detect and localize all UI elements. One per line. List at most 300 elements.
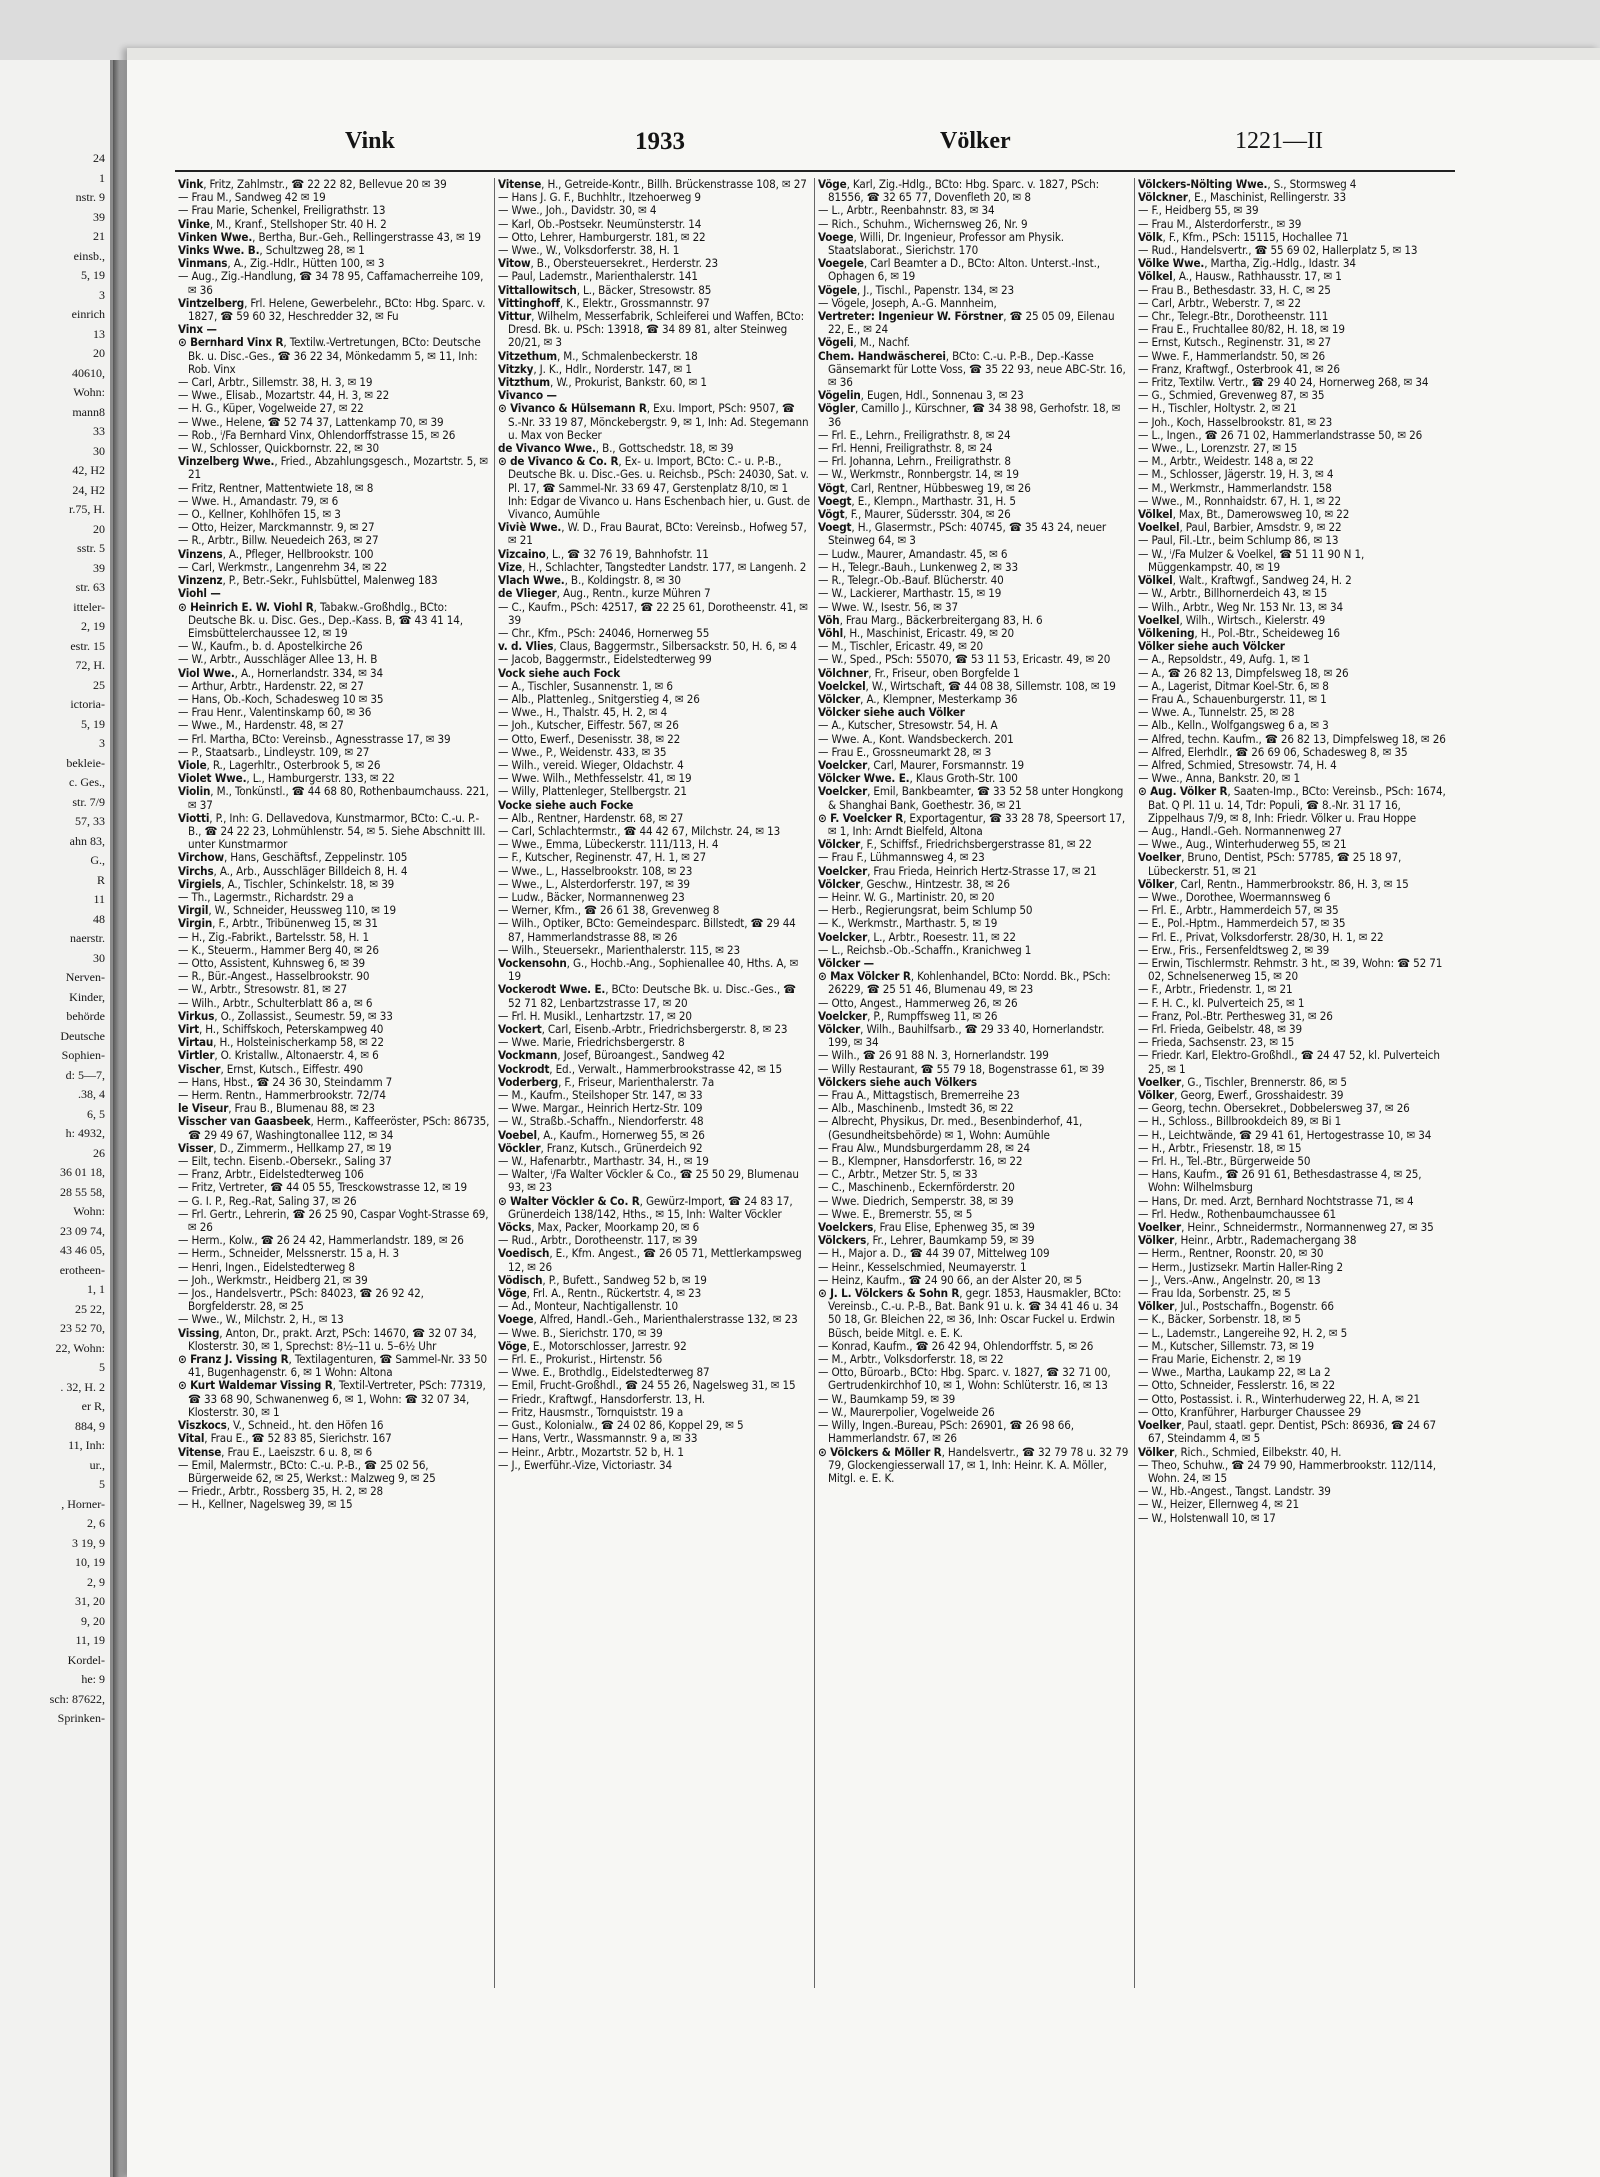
entry-name: Virgin bbox=[178, 916, 213, 931]
directory-entry: — W., Lackierer, Marthastr. 15, ✉ 19 bbox=[818, 586, 1002, 601]
directory-entry: — M., Kutscher, Sillemstr. 73, ✉ 19 bbox=[1138, 1338, 1314, 1353]
directory-entry: — Fritz, Rentner, Mattentwiete 18, ✉ 8 bbox=[178, 480, 374, 495]
entry-name: Vockrodt bbox=[498, 1061, 550, 1076]
directory-entry: — Willy Restaurant, ☎ 55 79 18, Bogenstrasse 61, ✉ 39 bbox=[818, 1061, 1105, 1076]
directory-entry: — Wwe. E., Brothdlg., Eidelstedterweg 87 bbox=[498, 1365, 710, 1380]
directory-entry: ⊙ Franz J. Vissing R, Textilagenturen, ☎ Sammel-Nr. 33 50 41, Bugenhagenstr. 6, ✉ 1 Wohn: Altona bbox=[178, 1352, 487, 1380]
directory-entry: Vockert, Carl, Eisenb.-Arbtr., Friedrichsbergerstr. 8, ✉ 23 bbox=[498, 1022, 788, 1036]
previous-page-text-fragment: 26 bbox=[93, 1146, 105, 1160]
entry-name: Virkus bbox=[178, 1008, 215, 1023]
directory-entry: — F., Heidberg 55, ✉ 39 bbox=[1138, 203, 1259, 218]
previous-page-text-fragment: erotheen- bbox=[59, 1263, 105, 1277]
directory-entry: — Franz, Pol.-Btr. Perthesweg 31, ✉ 26 bbox=[1138, 1008, 1333, 1023]
directory-entry: — Wwe., M., Hardenstr. 48, ✉ 27 bbox=[178, 718, 344, 733]
directory-entry: — Frl. E., Privat, Volksdorferstr. 28/30, H. 1, ✉ 22 bbox=[1138, 929, 1384, 944]
previous-page-text-fragment: 24 bbox=[93, 152, 105, 165]
entry-name: ⊙ J. L. Völckers & Sohn R bbox=[818, 1286, 960, 1301]
directory-entry: — Wilh., Optiker, BCto: Gemeindesparc. Billstedt, ☎ 29 44 87, Hammerlandstrasse 88, ✉ 26 bbox=[498, 916, 796, 944]
previous-page-text-fragment: 25 22, bbox=[75, 1302, 105, 1316]
column-divider bbox=[1134, 178, 1135, 1988]
directory-entry: Völckner, E., Maschinist, Rellingerstr. 33 bbox=[1138, 190, 1346, 205]
directory-entry: — G., Schmied, Grevenweg 87, ✉ 35 bbox=[1138, 388, 1325, 403]
directory-entry: — Wwe., Elisab., Mozartstr. 44, H. 3, ✉ 22 bbox=[178, 388, 390, 403]
directory-entry: Vlach Wwe., B., Koldingstr. 8, ✉ 30 bbox=[498, 573, 681, 588]
directory-entry: Völker, Rich., Schmied, Eilbekstr. 40, H. bbox=[1138, 1444, 1342, 1459]
previous-page-text-fragment: Nerven- bbox=[65, 971, 105, 984]
directory-entry: — Carl, Arbtr., Sillemstr. 38, H. 3, ✉ 19 bbox=[178, 375, 373, 390]
directory-entry: Voelker, Bruno, Dentist, PSch: 57785, ☎ 25 18 97, Lübeckerstr. 51, ✉ 21 bbox=[1138, 850, 1402, 878]
previous-page-text-fragment: str. 63 bbox=[75, 581, 105, 594]
directory-entry: — Joh., Koch, Hasselbrookstr. 81, ✉ 23 bbox=[1138, 414, 1333, 429]
directory-entry: Voelckers, Frau Elise, Ephenweg 35, ✉ 39 bbox=[818, 1220, 1035, 1235]
previous-page-text-fragment: 1 bbox=[99, 171, 105, 185]
directory-entry: — Frau Marie, Schenkel, Freiligrathstr. 13 bbox=[178, 203, 386, 218]
directory-entry: Vinzelberg Wwe., Fried., Abzahlungsgesch., Mozartstr. 5, ✉ 21 bbox=[178, 454, 488, 482]
directory-entry: Virt, H., Schiffskoch, Peterskampweg 40 bbox=[178, 1022, 384, 1036]
entry-name: Vödisch bbox=[498, 1272, 543, 1287]
previous-page-text-fragment: R bbox=[96, 873, 105, 887]
entry-name: Virchow bbox=[178, 850, 224, 865]
entry-name: Viviè Wwe. bbox=[498, 520, 562, 535]
directory-entry: — Wilh., Arbtr., Schulterblatt 86 a, ✉ 6 bbox=[178, 995, 373, 1010]
directory-entry: Virgin, F., Arbtr., Tribünenweg 15, ✉ 31 bbox=[178, 916, 378, 931]
directory-entry: — Rich., Schuhm., Wichernsweg 26, Nr. 9 bbox=[818, 216, 1028, 231]
directory-entry: — F., Kutscher, Reginenstr. 47, H. 1, ✉ 27 bbox=[498, 850, 707, 865]
directory-entry: — Wwe., Anna, Bankstr. 20, ✉ 1 bbox=[1138, 771, 1300, 786]
entry-name: Viszkocs bbox=[178, 1418, 227, 1433]
directory-entry: — Wwe., Dorothee, Woermannsweg 6 bbox=[1138, 889, 1331, 904]
directory-entry: Vögler, Camillo J., Kürschner, ☎ 34 38 98, Gerhofstr. 18, ✉ 36 bbox=[818, 401, 1121, 429]
directory-entry: Voelcker, Carl, Maurer, Forsmannstr. 19 bbox=[818, 757, 1025, 772]
directory-entry: Vitzthum, W., Prokurist, Bankstr. 60, ✉ 1 bbox=[498, 375, 707, 390]
previous-page-text-fragment: 72, H. bbox=[75, 659, 105, 672]
entry-name: Vöhl bbox=[818, 625, 844, 640]
entry-name: Voegt bbox=[818, 493, 852, 508]
directory-entry: — Wwe., L., Alsterdorferstr. 197, ✉ 39 bbox=[498, 876, 690, 891]
directory-entry: — A., Lagerist, Ditmar Koel-Str. 6, ✉ 8 bbox=[1138, 678, 1329, 693]
directory-entry: — W., Arbtr., Billhornerdeich 43, ✉ 15 bbox=[1138, 586, 1328, 601]
entry-name: Vockmann bbox=[498, 1048, 558, 1063]
directory-entry: — G. I. P., Reg.-Rat, Saling 37, ✉ 26 bbox=[178, 1193, 357, 1208]
directory-entry: Viol Wwe., A., Hornerlandstr. 334, ✉ 34 bbox=[178, 665, 384, 680]
directory-entry: — Wwe., L., Hasselbrookstr. 108, ✉ 23 bbox=[498, 863, 693, 878]
directory-entry: — Gust., Kolonialw., ☎ 24 02 86, Koppel 29, ✉ 5 bbox=[498, 1418, 744, 1433]
directory-entry: — Frau Henr., Valentinskamp 60, ✉ 36 bbox=[178, 705, 372, 720]
entry-name: de Vivanco Wwe. bbox=[498, 441, 596, 456]
entry-name: Völker bbox=[1138, 876, 1175, 891]
directory-entry: Vögeli, M., Nachf. bbox=[818, 335, 910, 350]
directory-entry: Voelker, Paul, staatl. gepr. Dentist, PSch: 86936, ☎ 24 67 67, Steindamm 4, ✉ 5 bbox=[1138, 1418, 1436, 1446]
directory-entry: — Carl, Arbtr., Weberstr. 7, ✉ 22 bbox=[1138, 295, 1301, 310]
previous-page-text-fragment: str. 7/9 bbox=[72, 795, 105, 809]
entry-name: Vivanco — bbox=[498, 388, 557, 403]
directory-entry: Vittinghoff, K., Elektr., Grossmannstr. 97 bbox=[498, 295, 710, 310]
directory-entry: Vöge, Karl, Zig.-Hdlg., BCto: Hbg. Sparc. v. 1827, PSch: 81556, ☎ 32 65 77, Dovenfleth 20, ✉ 8 bbox=[818, 178, 1099, 205]
directory-entry: — R., Arbtr., Billw. Neuedeich 263, ✉ 27 bbox=[178, 533, 379, 548]
directory-entry: — W., Hafenarbtr., Marthastr. 34, H., ✉ 19 bbox=[498, 1154, 709, 1169]
directory-entry: — Friedr., Kraftwgf., Hansdorferstr. 13, H. bbox=[498, 1391, 705, 1406]
directory-entry: — W., Sped., PSch: 55070, ☎ 53 11 53, Ericastr. 49, ✉ 20 bbox=[818, 652, 1111, 667]
directory-entry: — Willy, Plattenleger, Stellbergstr. 21 bbox=[498, 784, 687, 799]
previous-page-text-fragment: 39 bbox=[93, 210, 105, 224]
directory-entry: — Vögele, Joseph, A.-G. Mannheim, bbox=[818, 295, 997, 310]
directory-entry: — Alb., Rentner, Hardenstr. 68, ✉ 27 bbox=[498, 810, 684, 825]
directory-entry: ⊙ Heinrich E. W. Viohl R, Tabakw.-Großhdlg., BCto: Deutsche Bk. u. Disc. Ges., Dep.-Kass. B, ☎ 43 41 14, Eimsbüttelerchaussee 12, ✉ 19 bbox=[178, 599, 463, 640]
directory-entry: — F. H. C., kl. Pulverteich 25, ✉ 1 bbox=[1138, 995, 1305, 1010]
previous-page-text-fragment: 21 bbox=[93, 230, 105, 243]
directory-entry: Vinzenz, P., Betr.-Sekr., Fuhlsbüttel, Malenweg 183 bbox=[178, 573, 438, 588]
directory-entry: — H., Kellner, Nagelsweg 39, ✉ 15 bbox=[178, 1497, 353, 1512]
directory-entry: — Frau Marie, Eichenstr. 2, ✉ 19 bbox=[1138, 1352, 1302, 1367]
directory-entry: — J., Ewerführ.-Vize, Victoriastr. 34 bbox=[498, 1457, 673, 1472]
directory-entry: — Willy, Ingen.-Bureau, PSch: 26901, ☎ 26 98 66, Hammerlandstr. 67, ✉ 26 bbox=[818, 1418, 1074, 1446]
directory-entry: Völker, Carl, Rentn., Hammerbrookstr. 86, H. 3, ✉ 15 bbox=[1138, 876, 1409, 891]
directory-entry: — Otto, Büroarb., BCto: Hbg. Sparc. v. 1827, ☎ 32 71 00, Gertrudenkirchhof 10, ✉ 1, Wohn: Schlüterstr. 16, ✉ 13 bbox=[818, 1365, 1111, 1393]
directory-entry: — Frau F., Lühmannsweg 4, ✉ 23 bbox=[818, 850, 985, 865]
directory-entry: — Aug., Handl.-Geh. Normannenweg 27 bbox=[1138, 823, 1342, 838]
directory-entry: — Fritz, Vertreter, ☎ 44 05 55, Tresckowstrasse 12, ✉ 19 bbox=[178, 1180, 467, 1195]
directory-entry: — Wwe. A., Tunnelstr. 25, ✉ 28 bbox=[1138, 705, 1295, 720]
entry-name: Vinzelberg Wwe. bbox=[178, 454, 275, 469]
entry-name: Völker siehe auch Völcker bbox=[1138, 639, 1285, 654]
directory-entry: Viszkocs, V., Schneid., ht. den Höfen 16 bbox=[178, 1418, 384, 1433]
previous-page-text-fragment: itteler- bbox=[73, 600, 105, 614]
previous-page-text-fragment: 6, 5 bbox=[87, 1107, 105, 1121]
previous-page-text-fragment: 25 bbox=[93, 678, 105, 692]
previous-page-text-fragment: 24, H2 bbox=[72, 483, 105, 497]
directory-entry: — Wwe., Martha, Laukamp 22, ✉ La 2 bbox=[1138, 1365, 1331, 1380]
previous-page-text-fragment: 23 09 74, bbox=[60, 1224, 105, 1238]
previous-page-text-fragment: 31, 20 bbox=[75, 1595, 105, 1608]
previous-page-text-fragment: 10, 19 bbox=[75, 1556, 105, 1569]
entry-name: Chem. Handwäscherei bbox=[818, 348, 946, 363]
directory-entry: — Heinz, Kaufm., ☎ 24 90 66, an der Alster 20, ✉ 5 bbox=[818, 1272, 1082, 1287]
page-header bbox=[345, 128, 1345, 168]
directory-entry: — Frau A., Schauenburgerstr. 11, ✉ 1 bbox=[1138, 691, 1327, 706]
previous-page-text-fragment: 23 52 70, bbox=[60, 1322, 105, 1335]
directory-entry: — Frau B., Bethesdastr. 33, H. C, ✉ 25 bbox=[1138, 282, 1331, 297]
previous-page-text-fragment: . 32, H. 2 bbox=[60, 1380, 105, 1394]
directory-entry: Vockrodt, Ed., Verwalt., Hammerbrookstrasse 42, ✉ 15 bbox=[498, 1061, 782, 1076]
entry-name: ⊙ Heinrich E. W. Viohl R bbox=[178, 599, 314, 614]
previous-page-text-fragment: 43 46 05, bbox=[60, 1244, 105, 1257]
directory-entry: Vitense, Frau E., Laeiszstr. 6 u. 8, ✉ 6 bbox=[178, 1444, 373, 1459]
entry-name: Voelckel bbox=[818, 678, 866, 693]
entry-name: ⊙ Walter Vöckler & Co. R bbox=[498, 1193, 640, 1208]
directory-entry: — Wilh., vereid. Wieger, Oldachstr. 4 bbox=[498, 757, 684, 772]
entry-name: Voelker bbox=[1138, 1074, 1182, 1089]
directory-entry: — W., ⁱ/Fa Mulzer & Voelkel, ☎ 51 11 90 N 1, Müggenkampstr. 40, ✉ 19 bbox=[1138, 546, 1365, 574]
directory-entry: — Herb., Regierungsrat, beim Schlump 50 bbox=[818, 903, 1033, 918]
directory-entry: — Wilh., Steuersekr., Marienthalerstr. 115, ✉ 23 bbox=[498, 942, 740, 957]
directory-entry: ⊙ Walter Vöckler & Co. R, Gewürz-Import, ☎ 24 83 17, Grünerdeich 138/142, Hths., ✉ 15, Inh: Walter Vöckler bbox=[498, 1193, 793, 1221]
directory-entry: — Franz, Arbtr., Eidelstedterweg 106 bbox=[178, 1167, 364, 1182]
directory-entry bbox=[498, 667, 810, 680]
directory-entry: — H., Leichtwände, ☎ 29 41 61, Hertogestrasse 10, ✉ 34 bbox=[1138, 1127, 1432, 1142]
previous-page-text-fragment: c. Ges., bbox=[69, 776, 105, 789]
directory-entry: Viole, R., Lagerhltr., Osterbrook 5, ✉ 26 bbox=[178, 757, 381, 772]
directory-entry: Völker, Heinr., Arbtr., Rademachergang 38 bbox=[1138, 1233, 1357, 1248]
directory-entry: Völkel, Max, Bt., Damerowsweg 10, ✉ 22 bbox=[1138, 507, 1350, 522]
entry-name: Voelcker bbox=[818, 863, 868, 878]
directory-entry: — Otto, Postassist. i. R., Winterhuderweg 22, H. A, ✉ 21 bbox=[1138, 1391, 1420, 1406]
previous-page-text-fragment: behörde bbox=[66, 1010, 105, 1023]
entry-name: Vögt bbox=[818, 507, 845, 522]
entry-name: Voelcker bbox=[818, 1008, 868, 1023]
directory-entry: — W., Arbtr., Ausschläger Allee 13, H. B bbox=[178, 652, 378, 667]
directory-entry: — Wwe. E., Bremerstr. 55, ✉ 5 bbox=[818, 1206, 973, 1221]
directory-entry: — Franz, Kraftwgf., Osterbrook 41, ✉ 26 bbox=[1138, 361, 1340, 376]
previous-page-text-fragment: 30 bbox=[93, 951, 105, 965]
directory-entry: — C., Kaufm., PSch: 42517, ☎ 22 25 61, Dorotheenstr. 41, ✉ 39 bbox=[498, 599, 808, 627]
previous-page-text-fragment: 3 19, 9 bbox=[72, 1536, 105, 1550]
previous-page-text-fragment: 5 bbox=[99, 1361, 105, 1374]
entry-name: Völcker siehe auch Völker bbox=[818, 705, 965, 720]
entry-name: Vöge bbox=[818, 178, 847, 191]
directory-entry: — Herm., Kolw., ☎ 26 24 42, Hammerlandstr. 189, ✉ 26 bbox=[178, 1233, 464, 1248]
directory-entry: Völkel, Walt., Kraftwgf., Sandweg 24, H. 2 bbox=[1138, 573, 1352, 588]
directory-entry: — Joh., Werkmstr., Heidberg 21, ✉ 39 bbox=[178, 1272, 368, 1287]
directory-entry: — M., Kaufm., Steilshoper Str. 147, ✉ 33 bbox=[498, 1088, 703, 1103]
directory-entry: — Heinr., Arbtr., Mozartstr. 52 b, H. 1 bbox=[498, 1444, 684, 1459]
directory-entry: — Wwe., Helene, ☎ 52 74 37, Lattenkamp 70, ✉ 39 bbox=[178, 414, 444, 429]
directory-entry: — A., Repsoldstr., 49, Aufg. 1, ✉ 1 bbox=[1138, 652, 1310, 667]
entry-name: Viotti bbox=[178, 810, 210, 825]
directory-entry: Völckers, Fr., Lehrer, Baumkamp 59, ✉ 39 bbox=[818, 1233, 1035, 1248]
directory-entry: — Frau M., Sandweg 42 ✉ 19 bbox=[178, 190, 326, 205]
directory-entry: — Ludw., Maurer, Amandastr. 45, ✉ 6 bbox=[818, 546, 1008, 561]
directory-entry: Vinke, M., Kranf., Stellshoper Str. 40 H. 2 bbox=[178, 216, 387, 231]
directory-entry: Viviè Wwe., W. D., Frau Baurat, BCto: Vereinsb., Hofweg 57, ✉ 21 bbox=[498, 520, 807, 548]
entry-name: Violet Wwe. bbox=[178, 771, 247, 786]
previous-page-text-fragment: 1, 1 bbox=[87, 1283, 105, 1296]
previous-page-text-fragment: ur., bbox=[89, 1458, 105, 1472]
directory-entry: — E., Pol.-Hptm., Hammerdeich 57, ✉ 35 bbox=[1138, 916, 1346, 931]
directory-entry: ⊙ J. L. Völckers & Sohn R, gegr. 1853, Hausmakler, BCto: Vereinsb., C.-u. P.-B., Bat. Bank 91 u. k. ☎ 34 41 46 u. 34 50 18, Gr. Bleichen 22, ✉ 36, Inh: Oscar Fuckel u. Erdwin Büsch, beide Mitgl. e. E. K. bbox=[818, 1286, 1122, 1340]
entry-name: Vöckler bbox=[498, 1140, 541, 1155]
entry-name: Voedisch bbox=[498, 1246, 550, 1261]
directory-entry: Vöge, E., Motorschlosser, Jarrestr. 92 bbox=[498, 1338, 687, 1353]
entry-name: Voelkel bbox=[1138, 520, 1180, 535]
directory-entry: — Hans J. G. F., Buchhltr., Itzehoerweg 9 bbox=[498, 190, 701, 205]
directory-entry: Voelckel, W., Wirtschaft, ☎ 44 08 38, Sillemstr. 108, ✉ 19 bbox=[818, 678, 1116, 693]
entry-name: Vitzthum bbox=[498, 375, 551, 390]
previous-page-text-fragment: 11 bbox=[93, 893, 105, 906]
directory-entry: — Wwe. F., Hammerlandstr. 50, ✉ 26 bbox=[1138, 348, 1325, 363]
directory-entry: Vögt, Carl, Rentner, Hübbesweg 19, ✉ 26 bbox=[818, 480, 1031, 495]
directory-entry: Voege, Willi, Dr. Ingenieur, Professor am Physik. Staatslaborat., Sierichstr. 170 bbox=[818, 229, 1064, 258]
directory-entry: — L., Lademstr., Langereihe 92, H. 2, ✉ 5 bbox=[1138, 1325, 1348, 1340]
previous-page-text-fragment: 20 bbox=[93, 347, 105, 360]
directory-entry: — R., Telegr.-Ob.-Bauf. Blücherstr. 40 bbox=[818, 573, 1004, 588]
directory-entry: Völcker, Geschw., Hintzestr. 38, ✉ 26 bbox=[818, 876, 1010, 891]
entry-name: ⊙ de Vivanco & Co. R bbox=[498, 454, 619, 469]
directory-entry: Voedisch, E., Kfm. Angest., ☎ 26 05 71, Mettlerkampsweg 12, ✉ 26 bbox=[498, 1246, 802, 1274]
directory-entry: — K., Werkmstr., Marthastr. 5, ✉ 19 bbox=[818, 916, 998, 931]
entry-name: Völker bbox=[1138, 1088, 1175, 1103]
directory-entry: de Vivanco Wwe., B., Gottschedstr. 18, ✉ 39 bbox=[498, 441, 734, 456]
entry-name: Virchs bbox=[178, 863, 214, 878]
entry-name: ⊙ F. Voelcker R bbox=[818, 810, 904, 825]
directory-entry: Vizcaino, L., ☎ 32 76 19, Bahnhofstr. 11 bbox=[498, 546, 709, 561]
directory-entry: Voelcker, Emil, Bankbeamter, ☎ 33 52 58 unter Hongkong & Shanghai Bank, Goethestr. 36, ✉ 21 bbox=[818, 784, 1124, 812]
entry-name: Völcker Wwe. E. bbox=[818, 771, 910, 786]
directory-entry: le Viseur, Frau B., Blumenau 88, ✉ 23 bbox=[178, 1101, 375, 1116]
directory-entry: — Eilt, techn. Eisenb.-Obersekr., Saling 37 bbox=[178, 1154, 392, 1169]
directory-entry: — Wwe. Margar., Heinrich Hertz-Str. 109 bbox=[498, 1101, 703, 1116]
entry-name: Vögele bbox=[818, 282, 857, 297]
entry-name: ⊙ Kurt Waldemar Vissing R bbox=[178, 1378, 333, 1393]
directory-entry: — W., Arbtr., Stresowstr. 81, ✉ 27 bbox=[178, 982, 347, 997]
directory-entry: Völker, Georg, Ewerf., Grosshaidestr. 39 bbox=[1138, 1088, 1344, 1103]
directory-entry: Vintzelberg, Frl. Helene, Gewerbelehr., BCto: Hbg. Sparc. v. 1827, ☎ 59 60 32, Heschredder 32, ✉ Fu bbox=[178, 295, 486, 324]
previous-page-text-fragment: 11, Inh: bbox=[68, 1439, 105, 1452]
directory-entry: — Wwe. Wilh., Methfesselstr. 41, ✉ 19 bbox=[498, 771, 692, 786]
directory-entry: — Joh., Kutscher, Eiffestr. 567, ✉ 26 bbox=[498, 718, 679, 733]
entry-name: Vögler bbox=[818, 401, 855, 416]
previous-page-text-fragment: 57, 33 bbox=[75, 815, 105, 828]
directory-entry: Voelcker, L., Arbtr., Roesestr. 11, ✉ 22 bbox=[818, 929, 1016, 944]
directory-entry: ⊙ Max Völcker R, Kohlenhandel, BCto: Nordd. Bk., PSch: 26229, ☎ 25 51 46, Blumenau 49, ✉ 23 bbox=[818, 969, 1111, 997]
entry-name: Voege bbox=[498, 1312, 534, 1327]
directory-entry: — Otto, Ewerf., Desenisstr. 38, ✉ 22 bbox=[498, 731, 681, 746]
entry-name: Virgiels bbox=[178, 876, 222, 891]
column-divider bbox=[494, 178, 495, 1988]
directory-entry: Voebel, A., Kaufm., Hornerweg 55, ✉ 26 bbox=[498, 1127, 705, 1142]
directory-entry: — M., Werkmstr., Hammerlandstr. 158 bbox=[1138, 480, 1332, 495]
directory-entry: Vissing, Anton, Dr., prakt. Arzt, PSch: 14670, ☎ 32 07 34, Klosterstr. 30, ✉ 1, Sprechst: 8½–11 u. 5–6½ Uhr bbox=[178, 1325, 477, 1353]
entry-name: Vinks Wwe. B. bbox=[178, 243, 260, 258]
directory-entry: — Konrad, Kaufm., ☎ 26 42 94, Ohlendorffstr. 5, ✉ 26 bbox=[818, 1338, 1094, 1353]
entry-name: Virtau bbox=[178, 1035, 214, 1050]
directory-entry: — Wilh., Arbtr., Weg Nr. 153 Nr. 13, ✉ 34 bbox=[1138, 599, 1343, 614]
entry-name: Voegt bbox=[818, 520, 852, 535]
previous-page-text-fragment: 2, 9 bbox=[87, 1575, 105, 1589]
directory-entry: — P., Staatsarb., Lindleystr. 109, ✉ 27 bbox=[178, 744, 370, 759]
directory-entry: Vital, Frau E., ☎ 52 83 85, Sierichstr. 167 bbox=[178, 1431, 392, 1446]
previous-page-text-fragment: Deutsche bbox=[60, 1029, 105, 1043]
entry-name: Vocke siehe auch Focke bbox=[498, 797, 634, 812]
directory-entry: Vögele, J., Tischl., Papenstr. 134, ✉ 23 bbox=[818, 282, 1014, 297]
header-rule bbox=[175, 170, 1455, 172]
directory-entry: — L., Ingen., ☎ 26 71 02, Hammerlandstrasse 50, ✉ 26 bbox=[1138, 427, 1423, 442]
directory-entry bbox=[498, 799, 810, 812]
directory-entry: — W., Heizer, Ellernweg 4, ✉ 21 bbox=[1138, 1497, 1299, 1512]
entry-name: Voelcker bbox=[818, 784, 868, 799]
directory-entry: Virgiels, A., Tischler, Schinkelstr. 18, ✉ 39 bbox=[178, 876, 395, 891]
entry-name: ⊙ Aug. Völker R bbox=[1138, 784, 1228, 799]
entry-name: Vögeli bbox=[818, 335, 854, 350]
entry-name: Völckner bbox=[1138, 190, 1188, 205]
directory-entry: — Otto, Angest., Hammerweg 26, ✉ 26 bbox=[818, 995, 1018, 1010]
previous-page-text-fragment: 9, 20 bbox=[81, 1614, 105, 1628]
directory-entry: ⊙ Aug. Völker R, Saaten-Imp., BCto: Vereinsb., PSch: 1674, Bat. Q Pl. 11 u. 14, Tdr: Populi, ☎ 8.-Nr. 31 17 16, Zippelhaus 7/9, ✉ 8, Inh: Friedr. Völker u. Frau Hoppe bbox=[1138, 784, 1446, 825]
header-last-entry: Völker bbox=[940, 128, 1011, 154]
directory-entry: — Frl. E., Lehrn., Freiligrathstr. 8, ✉ 24 bbox=[818, 427, 1011, 442]
directory-entry: — M., Schlosser, Jägerstr. 19, H. 3, ✉ 4 bbox=[1138, 467, 1334, 482]
directory-entry: Völker, Jul., Postschaffn., Bogenstr. 66 bbox=[1138, 1299, 1334, 1314]
directory-entry: — Friedr. Karl, Elektro-Großhdl., ☎ 24 47 52, kl. Pulverteich 25, ✉ 1 bbox=[1138, 1048, 1440, 1076]
directory-entry: — Wwe. W., Isestr. 56, ✉ 37 bbox=[818, 599, 959, 614]
header-first-entry: Vink bbox=[345, 128, 395, 154]
directory-entry: Voelkel, Paul, Barbier, Amsdstr. 9, ✉ 22 bbox=[1138, 520, 1342, 535]
directory-entry: — Hans, Dr. med. Arzt, Bernhard Nochtstrasse 71, ✉ 4 bbox=[1138, 1193, 1414, 1208]
directory-entry: — Theo, Schuhw., ☎ 24 79 90, Hammerbrookstr. 112/114, Wohn. 24, ✉ 15 bbox=[1138, 1457, 1436, 1485]
directory-entry: — K., Steuerm., Hammer Berg 40, ✉ 26 bbox=[178, 942, 379, 957]
entry-name: Voelker bbox=[1138, 850, 1182, 865]
directory-entry: Vinmans, A., Zig.-Hdlr., Hütten 100, ✉ 3 bbox=[178, 256, 385, 271]
entry-name: de Vlieger bbox=[498, 586, 557, 601]
previous-page-text-fragment: ahn 83, bbox=[69, 834, 105, 848]
entry-name: Vintzelberg bbox=[178, 295, 245, 310]
directory-entry: — Wwe. Diedrich, Semperstr. 38, ✉ 39 bbox=[818, 1193, 1014, 1208]
directory-entry: Vitow, B., Obersteuersekret., Herderstr. 23 bbox=[498, 256, 718, 271]
directory-entry: — H., Major a. D., ☎ 44 39 07, Mittelweg 109 bbox=[818, 1246, 1050, 1261]
directory-entry: — Th., Lagermstr., Richardstr. 29 a bbox=[178, 889, 354, 904]
directory-entry: — K., Bäcker, Sorbenstr. 18, ✉ 5 bbox=[1138, 1312, 1301, 1327]
entry-name: Voege bbox=[818, 229, 854, 244]
directory-entry: — Wwe., Emma, Lübeckerstr. 111/113, H. 4 bbox=[498, 837, 719, 852]
entry-name: Vinke bbox=[178, 216, 210, 231]
directory-entry: Vitzky, J. K., Hdlr., Norderstr. 147, ✉ 1 bbox=[498, 361, 692, 376]
directory-entry: ⊙ F. Voelcker R, Exportagentur, ☎ 33 28 78, Speersort 17, ✉ 1, Inh: Arndt Bielfeld, Altona bbox=[818, 810, 1126, 838]
directory-entry: Violet Wwe., L., Hamburgerstr. 133, ✉ 22 bbox=[178, 771, 395, 786]
directory-entry: Voelkel, Wilh., Wirtsch., Kielerstr. 49 bbox=[1138, 612, 1326, 627]
directory-entry: — H., Arbtr., Friesenstr. 18, ✉ 15 bbox=[1138, 1140, 1302, 1155]
directory-entry: — W., Werkmstr., Ronnbergstr. 14, ✉ 19 bbox=[818, 467, 1019, 482]
directory-entry: — Erwin, Tischlermstr. Rehmstr. 3 ht., ✉ 39, Wohn: ☎ 52 71 02, Schnelsenerweg 15, ✉ 20 bbox=[1138, 955, 1443, 984]
directory-entry: Vinken Wwe., Bertha, Bur.-Geh., Rellingerstrasse 43, ✉ 19 bbox=[178, 229, 481, 244]
directory-entry: — Frl. Hedw., Rothenbaumchaussee 61 bbox=[1138, 1206, 1337, 1221]
directory-entry: — Rud., Arbtr., Dorotheenstr. 117, ✉ 39 bbox=[498, 1233, 698, 1248]
entry-name: Viol Wwe. bbox=[178, 665, 235, 680]
previous-page-text-fragment: 48 bbox=[93, 912, 105, 926]
directory-entry: — Frau M., Alsterdorferstr., ✉ 39 bbox=[1138, 216, 1302, 231]
directory-entry: — Alfred, Elerhdlr., ☎ 26 69 06, Schadesweg 8, ✉ 35 bbox=[1138, 744, 1408, 759]
entry-name: Völker bbox=[1138, 1444, 1175, 1459]
entry-name: Vizcaino bbox=[498, 546, 546, 561]
entry-name: Vöh bbox=[818, 612, 840, 627]
directory-entry: Vöckler, Franz, Kutsch., Grünerdeich 92 bbox=[498, 1140, 703, 1155]
entry-name: Vockerodt Wwe. E. bbox=[498, 982, 606, 997]
entry-name: ⊙ Vivanco & Hülsemann R bbox=[498, 401, 647, 416]
directory-entry: — Frau E., Fruchtallee 80/82, H. 18, ✉ 19 bbox=[1138, 322, 1345, 337]
directory-entry: — R., Bür.-Angest., Hasselbrookstr. 90 bbox=[178, 969, 370, 984]
directory-entry: Voegt, H., Glasermstr., PSch: 40745, ☎ 35 43 24, neuer Steinweg 64, ✉ 3 bbox=[818, 520, 1106, 548]
entry-name: Visscher van Gaasbeek bbox=[178, 1114, 311, 1129]
entry-name: Virgil bbox=[178, 903, 209, 918]
entry-name: Völkel bbox=[1138, 573, 1173, 588]
previous-page-text-fragment: estr. 15 bbox=[70, 639, 105, 653]
entry-name: Völcker — bbox=[818, 955, 874, 970]
entry-name: Voebel bbox=[498, 1127, 537, 1142]
directory-entry: — Frl. H., Tel.-Btr., Bürgerweide 50 bbox=[1138, 1154, 1311, 1169]
directory-entry: Völchner, Fr., Friseur, oben Borgfelde 1 bbox=[818, 665, 1020, 680]
directory-entry: — Frl. Johanna, Lehrn., Freiligrathstr. 8 bbox=[818, 454, 1011, 469]
entry-name: Vockensohn bbox=[498, 955, 567, 970]
directory-entry: — Arthur, Arbtr., Hardenstr. 22, ✉ 27 bbox=[178, 678, 364, 693]
entry-name: Völkel bbox=[1138, 269, 1173, 284]
directory-entry: — Emil, Frucht-Großhdl., ☎ 24 55 26, Nagelsweg 31, ✉ 15 bbox=[498, 1378, 796, 1393]
directory-entry: — Alfred, techn. Kaufm., ☎ 26 82 13, Dimpfelsweg 18, ✉ 26 bbox=[1138, 731, 1446, 746]
directory-entry: — Jos., Handelsvertr., PSch: 84023, ☎ 26 92 42, Borgfelderstr. 28, ✉ 25 bbox=[178, 1286, 424, 1314]
directory-entry: — M., Tischler, Ericastr. 49, ✉ 20 bbox=[818, 639, 983, 654]
entry-name: Viohl — bbox=[178, 586, 221, 601]
directory-entry: — Walter, ⁱ/Fa Walter Vöckler & Co., ☎ 25 50 29, Blumenau 93, ✉ 23 bbox=[498, 1167, 799, 1195]
previous-page-text-fragment: einsb., bbox=[73, 249, 105, 263]
previous-page-text-fragment: Sophien- bbox=[61, 1049, 105, 1062]
directory-entry: Vöge, Frl. A., Rentn., Rückertstr. 4, ✉ 23 bbox=[498, 1286, 702, 1301]
